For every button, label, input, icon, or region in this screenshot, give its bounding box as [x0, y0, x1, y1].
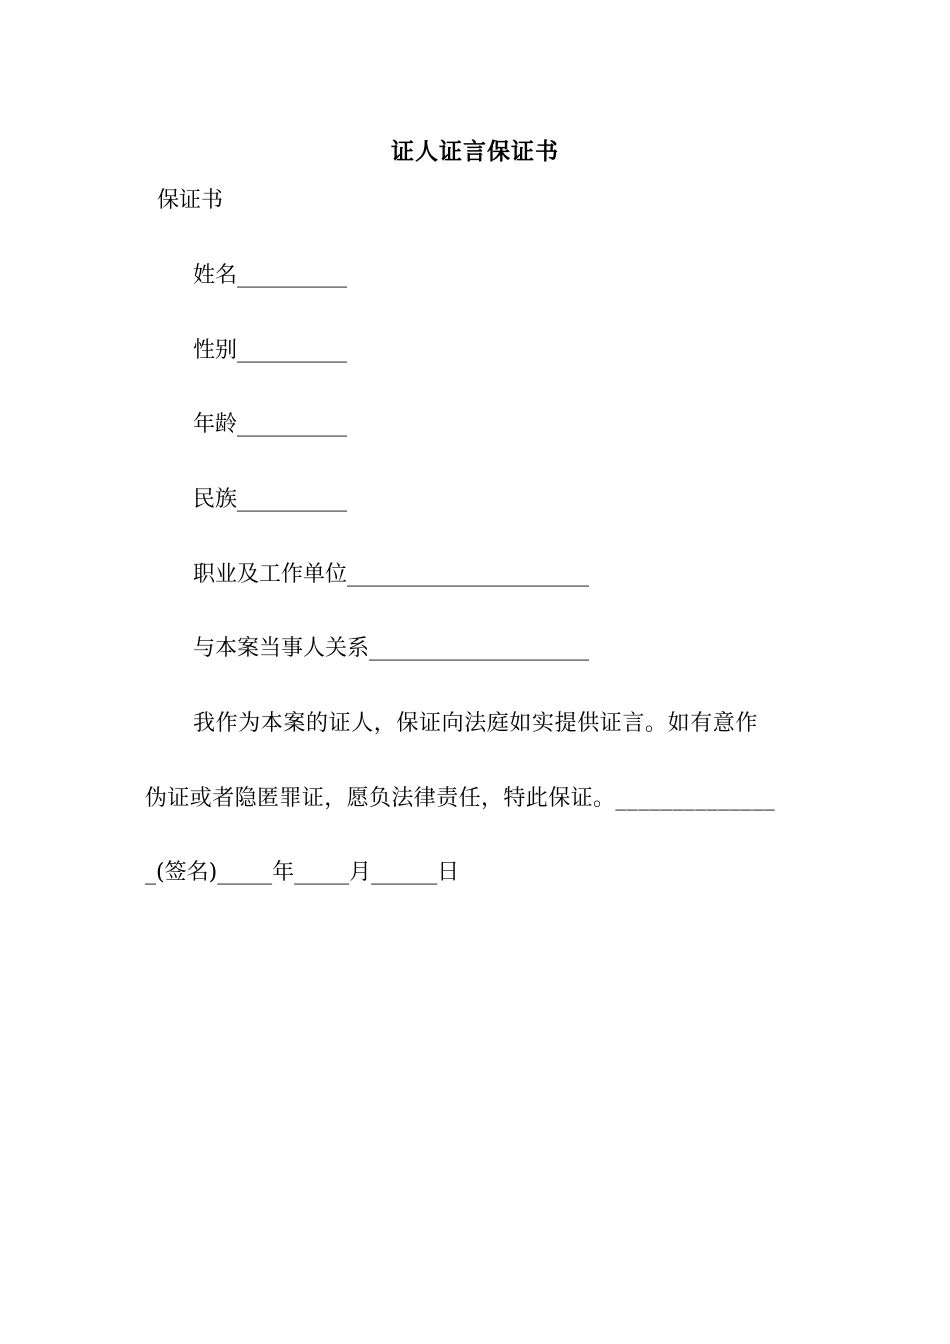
signature-date-line: _(签名)_____年_____月______日	[145, 860, 460, 885]
document-subtitle: 保证书	[157, 188, 224, 213]
pledge-paragraph-line-1: 我作为本案的证人，保证向法庭如实提供证言。如有意作	[193, 711, 759, 736]
field-gender: 性别__________	[193, 338, 348, 363]
pledge-paragraph-line-2: 伪证或者隐匿罪证，愿负法律责任，特此保证。______________	[145, 786, 776, 811]
field-name: 姓名__________	[193, 263, 348, 288]
field-age: 年龄__________	[193, 412, 348, 437]
field-relationship: 与本案当事人关系____________________	[193, 636, 590, 661]
field-ethnicity: 民族__________	[193, 487, 348, 512]
field-occupation-employer: 职业及工作单位______________________	[193, 562, 590, 587]
document-title: 证人证言保证书	[391, 138, 559, 165]
